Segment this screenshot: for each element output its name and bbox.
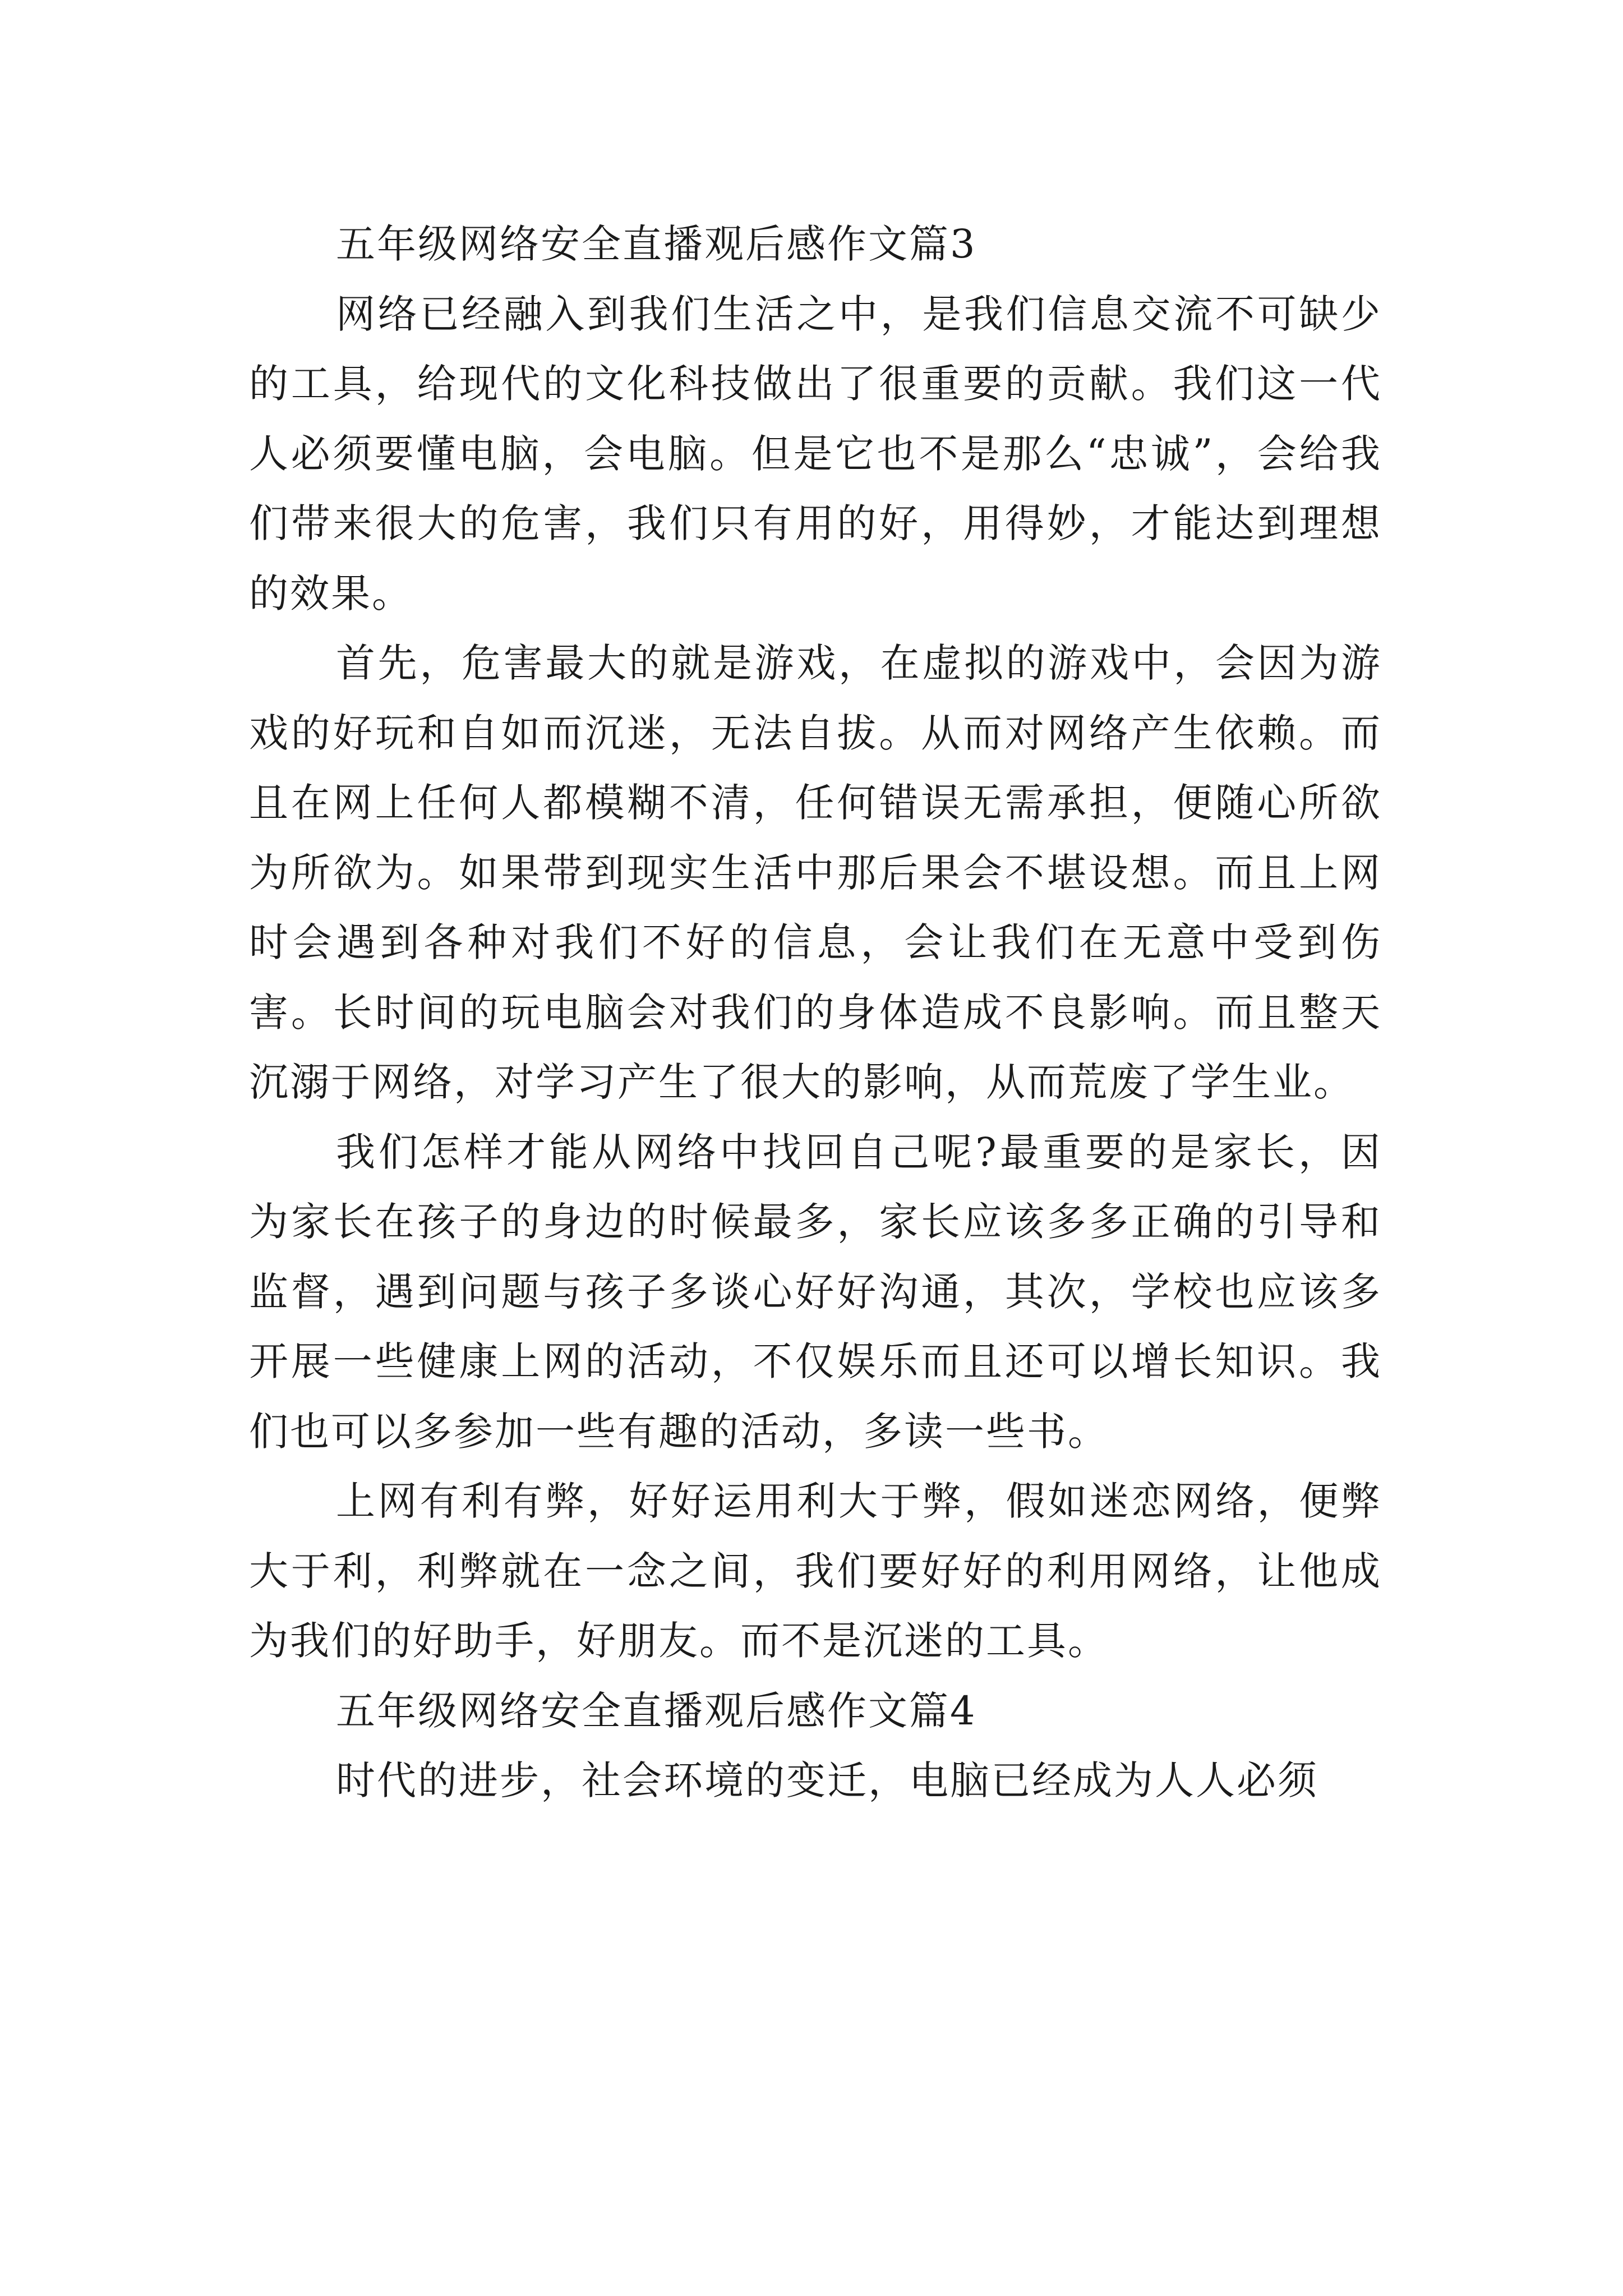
paragraph: 上网有利有弊，好好运用利大于弊，假如迷恋网络，便弊大于利，利弊就在一念之间，我们要好好的利用网络，让他成为我们的好助手，好朋友。而不是沉迷的工具。 xyxy=(249,1478,1382,1664)
paragraph: 首先，危害最大的就是游戏，在虚拟的游戏中，会因为游戏的好玩和自如而沉迷，无法自拔。从而对网络产生依赖。而且在网上任何人都模糊不清，任何错误无需承担，便随心所欲为所欲为。如果带到现实生活中那后果会不堪设想。而且上网时会遇到各种对我们不好的信息，会让我们在无意中受到伤害。长时间的玩电脑会对我们的身体造成不良影响。而且整天沉溺于网络，对学习产生了很大的影响，从而荒废了学生业。 xyxy=(249,640,1382,1105)
document-body xyxy=(249,209,1382,1816)
paragraph: 网络已经融入到我们生活之中，是我们信息交流不可缺少的工具，给现代的文化科技做出了很重要的贡献。我们这一代人必须要懂电脑，会电脑。但是它也不是那么“忠诚”，会给我们带来很大的危害，我们只有用的好，用得妙，才能达到理想的效果。 xyxy=(249,291,1382,616)
paragraph: 时代的进步，社会环境的变迁，电脑已经成为人人必须 xyxy=(336,1757,1318,1803)
section-heading-3: 五年级网络安全直播观后感作文篇3 xyxy=(336,221,977,267)
section-heading-4: 五年级网络安全直播观后感作文篇4 xyxy=(336,1687,977,1734)
paragraph: 我们怎样才能从网络中找回自己呢?最重要的是家长，因为家长在孩子的身边的时候最多，家长应该多多正确的引导和监督，遇到问题与孩子多谈心好好沟通，其次，学校也应该多开展一些健康上网的活动，不仅娱乐而且还可以增长知识。我们也可以多参加一些有趣的活动，多读一些书。 xyxy=(249,1129,1382,1455)
